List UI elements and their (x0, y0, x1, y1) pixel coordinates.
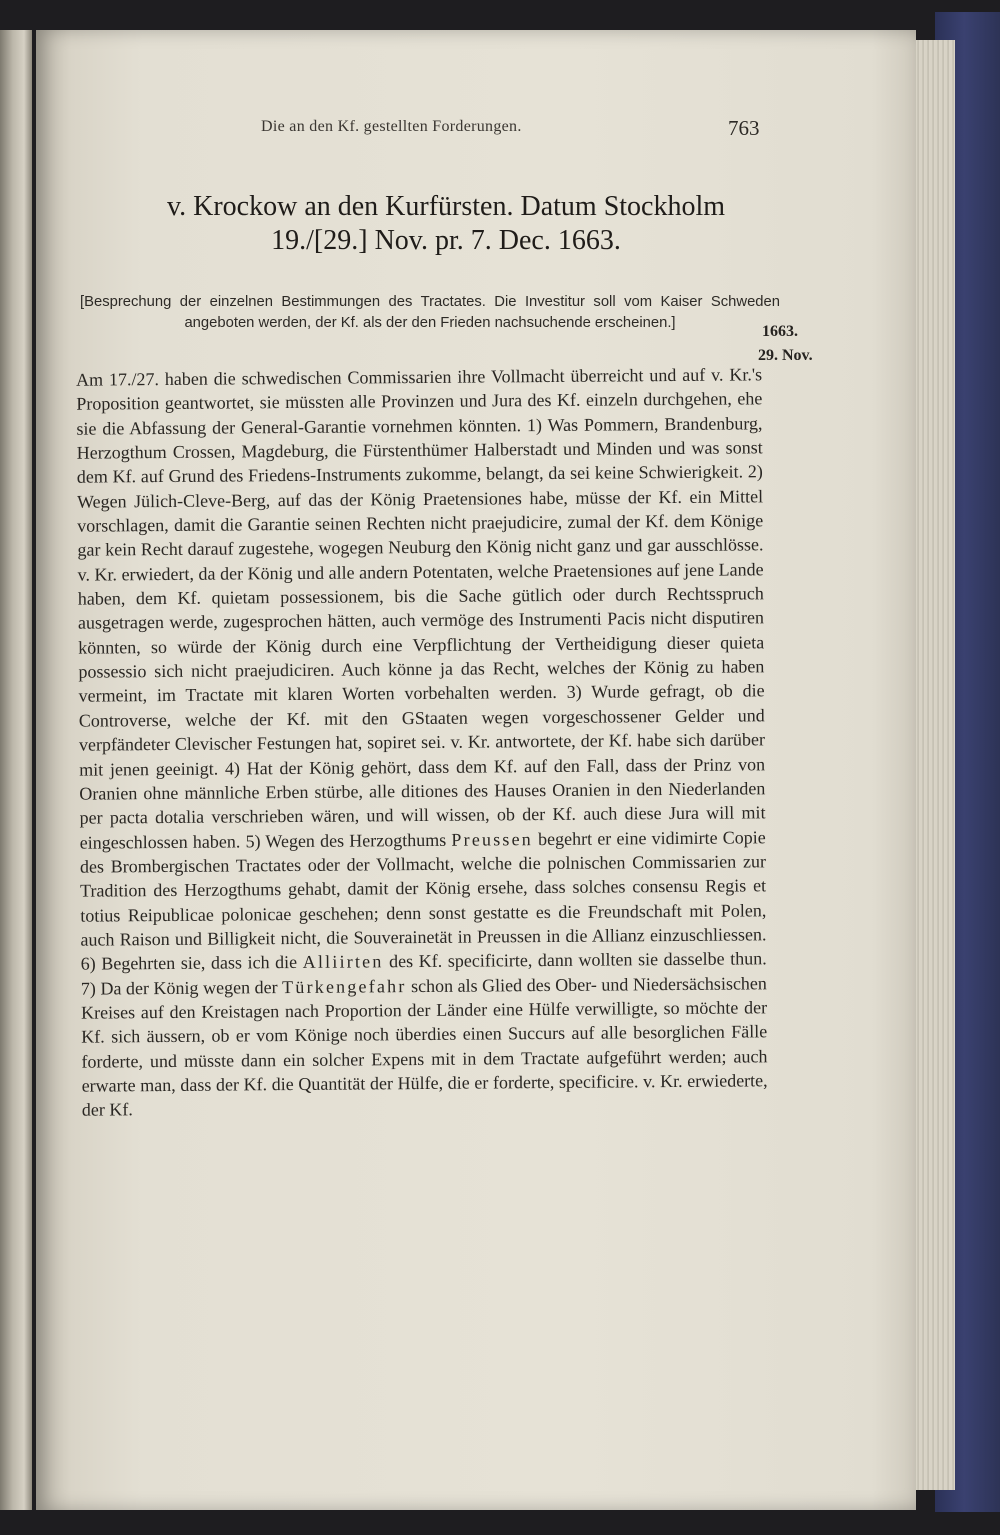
emphasis-tuerkengefahr: Türkengefahr (282, 975, 407, 997)
body-part-3: des Kf. specificirte, dann wollten sie dasselbe thun. 7) Da der König wegen der (80, 948, 767, 999)
body-part-4: schon als Glied des Ober- und Niedersächsischen Kreises auf den Kreistagen nach Proportion der Länder eine Hülfe verwilligte, so möchte der Kf. sich äussern, ob er vom Könige noch überdies einen Succurs auf alle besorglichen Fälle forderte, und müsste dann ein solcher Expens mit in dem Tractate aufgeführt werden; auch erwarte man, dass der Kf. die Quantität der Hülfe, die er forderte, specificire. v. Kr. erwiederte, der Kf. (80, 972, 768, 1120)
emphasis-preussen: Preussen (451, 828, 534, 850)
margin-year: 1663. (762, 323, 798, 340)
emphasis-alliirten: Alliirten (302, 951, 384, 973)
heading-line-2: 19./[29.] Nov. pr. 7. Dec. 1663. (271, 225, 621, 256)
heading-line-1: v. Krockow an den Kurfürsten. Datum Stockholm (166, 191, 726, 222)
book-page (36, 30, 916, 1510)
facing-page-edge (0, 30, 32, 1510)
body-part-1: Am 17./27. haben die schwedischen Commissarien ihre Vollmacht überreicht und auf v. Kr.'s Proposition geantwortet, sie müssten alle Provinzen und Jura des Kf. einzeln durchgehen, ehe sie die Abfassung der General-Garantie vornehmen könnten. 1) Was Pommern, Brandenburg, Herzogthum Crossen, Magdeburg, die Fürstenthümer Halberstadt und Minden und was sonst dem Kf. auf Grund des Friedens-Instruments zukomme, belangt, da sei keine Schwierigkeit. 2) Wegen Jülich-Cleve-Berg, auf das der König Praetensiones habe, müsse der Kf. ein Mittel vorschlagen, damit die Garantie seinen Rechten nicht praejudicire, zumal der Kf. dem Könige gar kein Recht darauf zugestehe, wogegen Neuburg den König nicht ganz und gar ausschlösse. v. Kr. erwiedert, da der König und alle andern Potentaten, welche Praetensiones auf jene Lande haben, dem Kf. quietam possessionem, bis die Sache gütlich oder durch Rechtsspruch ausgetragen werde, zugesprochen hätten, auch vermöge des Instrumenti Pacis nicht disputiren könnten, so würde der König durch eine Verpflichtung der Vertheidigung dieser quieta possessio sich nicht praejudiciren. Auch könne ja das Recht, welches der König zu haben vermeint, im Tractate mit klaren Worten vorbehalten werden. 3) Wurde gefragt, ob die Controverse, welche der Kf. mit den GStaaten wegen vorgeschossener Gelder und verpfändeter Clevischer Festungen hat, sopiret sei. v. Kr. antwortete, der Kf. habe sich darüber mit jenen geeinigt. 4) Hat der König gehört, dass dem Kf. auf den Fall, dass der Prinz von Oranien ohne männliche Erben stürbe, alle ditiones des Hauses Oranien in den Niederlanden per pacta dotalia verschrieben wären, und will wissen, ob der Kf. auch diese Jura will mit eingeschlossen haben. 5) Wegen des Herzogthums (76, 364, 766, 853)
margin-date: 29. Nov. (758, 347, 813, 364)
document-summary: [Besprechung der einzelnen Bestimmungen des Tractates. Die Investitur soll vom Kaiser Schweden angeboten werden, der Kf. als der den Frieden nachsuchende erscheinen.] (80, 294, 780, 331)
running-title: Die an den Kf. gestellten Forderungen. (261, 118, 522, 135)
page-number: 763 (728, 116, 760, 140)
running-head (36, 118, 766, 148)
body-part-2: begehrt er eine vidimirte Copie des Brombergischen Tractates oder der Vollmacht, welche die polnischen Commissarien zur Tradition des Herzogthums gehabt, damit der König ersehe, dass solches consensu Regis et totius Reipublicae polonicae geschehen; denn sonst gestatte es die Freundschaft mit Polen, auch Raison und Billigkeit nicht, die Souverainetät in Preussen in die Allianz einzuschliessen. 6) Begehrten sie, dass ich die (79, 826, 767, 974)
document-heading (136, 190, 756, 258)
margin-date-note (758, 320, 852, 368)
body-text (76, 362, 768, 1122)
